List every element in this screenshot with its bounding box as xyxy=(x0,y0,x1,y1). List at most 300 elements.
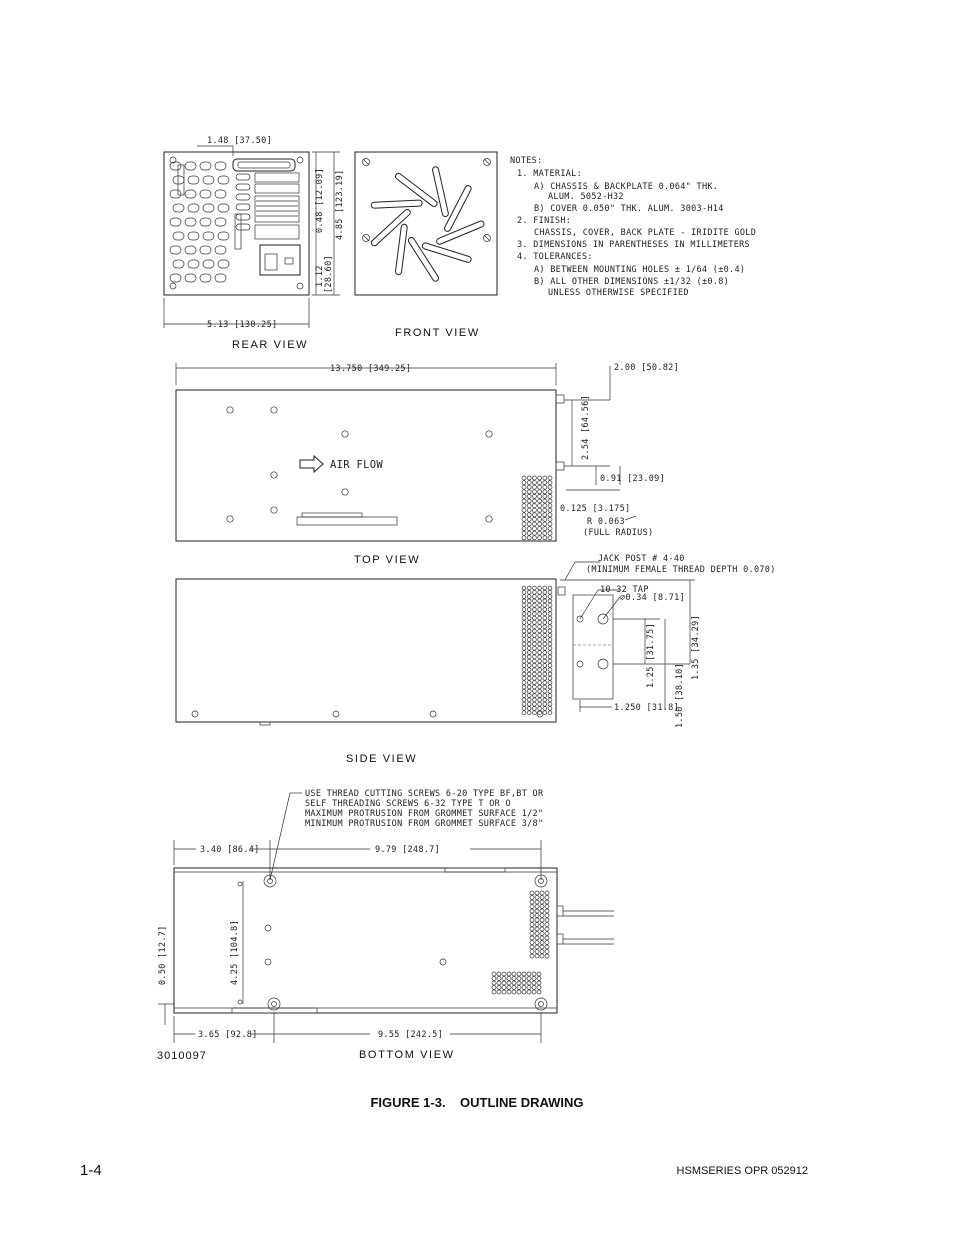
vent-hole xyxy=(538,485,542,489)
vent-slot xyxy=(200,246,211,254)
vent-hole xyxy=(532,531,536,535)
vent-hole xyxy=(543,668,547,672)
vent-hole xyxy=(527,655,531,659)
vent-hole xyxy=(537,990,541,994)
vent-hole xyxy=(543,476,547,480)
vent-hole xyxy=(527,681,531,685)
vent-hole xyxy=(492,972,496,976)
vent-hole xyxy=(535,891,539,895)
vent-hole xyxy=(527,990,531,994)
vent-hole xyxy=(543,481,547,485)
vent-hole xyxy=(517,981,521,985)
vent-slot xyxy=(215,246,226,254)
vent-hole xyxy=(527,522,531,526)
vent-hole xyxy=(527,689,531,693)
top-jack-dim: 2.00 [50.82] xyxy=(614,363,680,373)
vent-slot xyxy=(170,218,181,226)
vent-hole xyxy=(522,633,526,637)
vent-hole xyxy=(543,681,547,685)
rear-view-label: REAR VIEW xyxy=(232,339,309,351)
vent-hole xyxy=(522,676,526,680)
vent-hole xyxy=(527,702,531,706)
vent-hole xyxy=(538,642,542,646)
vent-hole xyxy=(543,586,547,590)
vent-hole xyxy=(533,685,537,689)
bottom-dim-4: 0.50 [12.7] xyxy=(158,925,168,985)
vent-hole xyxy=(533,629,537,633)
side-view xyxy=(176,554,776,765)
vent-hole xyxy=(522,694,526,698)
vent-hole xyxy=(548,612,552,616)
vent-hole xyxy=(532,490,536,494)
figure-caption-title: OUTLINE DRAWING xyxy=(460,1095,584,1110)
vent-hole xyxy=(532,513,536,517)
vent-hole xyxy=(548,603,552,607)
vent-hole xyxy=(545,914,549,918)
vent-hole xyxy=(545,918,549,922)
vent-hole xyxy=(533,659,537,663)
vent-hole xyxy=(538,522,542,526)
notes-line: UNLESS OTHERWISE SPECIFIED xyxy=(548,288,689,298)
vent-hole xyxy=(538,517,542,521)
vent-hole xyxy=(522,986,526,990)
vent-hole xyxy=(538,531,542,535)
vent-hole xyxy=(543,508,547,512)
vent-hole xyxy=(543,485,547,489)
vent-hole xyxy=(538,608,542,612)
vent-hole xyxy=(533,603,537,607)
vent-hole xyxy=(548,646,552,650)
fan-blade-fill xyxy=(374,203,419,205)
vent-hole xyxy=(527,508,531,512)
vent-hole xyxy=(543,676,547,680)
vent-hole xyxy=(532,986,536,990)
vent-hole xyxy=(543,685,547,689)
vent-hole xyxy=(532,499,536,503)
vent-hole xyxy=(522,702,526,706)
vent-slot xyxy=(173,232,184,240)
screw-hole xyxy=(342,431,348,437)
notes-line: B) COVER 0.050" THK. ALUM. 3003-H14 xyxy=(534,204,724,214)
vent-hole xyxy=(548,590,552,594)
vent-hole xyxy=(527,485,531,489)
vent-slot xyxy=(218,176,229,184)
vent-slot xyxy=(173,176,184,184)
vent-hole xyxy=(527,659,531,663)
vent-hole xyxy=(548,655,552,659)
vent-hole xyxy=(502,990,506,994)
vent-hole xyxy=(535,914,539,918)
vent-hole xyxy=(522,646,526,650)
notes-line: ALUM. 5052-H32 xyxy=(548,192,624,202)
vent-hole xyxy=(527,536,531,540)
vent-hole xyxy=(545,927,549,931)
vent-hole xyxy=(527,616,531,620)
vent-hole xyxy=(522,517,526,521)
vent-slot xyxy=(173,260,184,268)
vent-hole xyxy=(527,698,531,702)
vent-hole xyxy=(512,981,516,985)
vent-hole xyxy=(545,941,549,945)
vent-hole xyxy=(533,616,537,620)
vent-hole xyxy=(507,972,511,976)
screw-hole xyxy=(271,472,277,478)
vent-hole xyxy=(543,608,547,612)
vent-hole xyxy=(527,531,531,535)
vent-hole xyxy=(548,676,552,680)
vent-hole xyxy=(538,481,542,485)
vent-hole xyxy=(537,981,541,985)
vent-slot xyxy=(185,218,196,226)
vent-slot xyxy=(200,162,211,170)
rear-width-dim: 5.13 [130.25] xyxy=(207,320,278,330)
top-view xyxy=(176,363,679,566)
vent-hole xyxy=(522,608,526,612)
vent-hole xyxy=(533,664,537,668)
notes-line: A) CHASSIS & BACKPLATE 0.064" THK. xyxy=(534,182,719,192)
vent-hole xyxy=(522,707,526,711)
vent-hole xyxy=(535,941,539,945)
vent-hole xyxy=(548,517,552,521)
vent-hole xyxy=(538,655,542,659)
screw-hole xyxy=(486,516,492,522)
vent-hole xyxy=(527,981,531,985)
vent-hole xyxy=(502,977,506,981)
notes-line: B) ALL OTHER DIMENSIONS ±1/32 (±0.8) xyxy=(534,277,730,287)
vent-hole xyxy=(543,689,547,693)
vent-hole xyxy=(540,954,544,958)
vent-hole xyxy=(522,655,526,659)
vent-hole xyxy=(532,481,536,485)
vent-hole xyxy=(522,685,526,689)
vent-hole xyxy=(537,972,541,976)
notes-line: CHASSIS, COVER, BACK PLATE - IRIDITE GOLD xyxy=(534,228,757,238)
bottom-dim-3: 4.25 [104.8] xyxy=(230,919,240,985)
vent-hole xyxy=(527,476,531,480)
vent-hole xyxy=(543,621,547,625)
rear-dim-2: 4.85 [123.19] xyxy=(335,169,345,240)
vent-hole xyxy=(533,698,537,702)
vent-hole xyxy=(522,595,526,599)
screw-hole xyxy=(271,407,277,413)
vent-slot xyxy=(188,260,199,268)
vent-slot xyxy=(170,274,181,282)
top-dim-4: R 0.063 xyxy=(587,517,625,527)
vent-hole xyxy=(543,595,547,599)
vent-hole xyxy=(538,638,542,642)
vent-hole xyxy=(527,711,531,715)
vent-slot xyxy=(215,190,226,198)
vent-hole xyxy=(530,891,534,895)
vent-hole xyxy=(532,494,536,498)
front-view-label: FRONT VIEW xyxy=(395,327,480,339)
vent-slot xyxy=(236,184,250,190)
vent-slot xyxy=(215,274,226,282)
vent-hole xyxy=(527,595,531,599)
drawing-number: 3010097 xyxy=(157,1050,207,1062)
vent-hole xyxy=(527,664,531,668)
vent-hole xyxy=(535,936,539,940)
vent-hole xyxy=(548,536,552,540)
vent-hole xyxy=(538,513,542,517)
vent-hole xyxy=(507,990,511,994)
side-dim-4: 1.250 [31.8] xyxy=(614,703,680,713)
vent-hole xyxy=(522,522,526,526)
vent-hole xyxy=(543,664,547,668)
vent-hole xyxy=(533,586,537,590)
vent-hole xyxy=(538,651,542,655)
vent-hole xyxy=(543,711,547,715)
vent-hole xyxy=(507,986,511,990)
vent-hole xyxy=(497,986,501,990)
vent-slot xyxy=(185,274,196,282)
vent-hole xyxy=(540,905,544,909)
vent-hole xyxy=(527,599,531,603)
vent-hole xyxy=(530,945,534,949)
vent-hole xyxy=(527,651,531,655)
vent-slot xyxy=(203,260,214,268)
vent-hole xyxy=(533,625,537,629)
vent-hole xyxy=(548,476,552,480)
vent-hole xyxy=(533,590,537,594)
vent-hole xyxy=(543,646,547,650)
vent-hole xyxy=(522,629,526,633)
vent-hole xyxy=(538,616,542,620)
screw-hole xyxy=(271,507,277,513)
notes-line: NOTES: xyxy=(510,156,543,166)
vent-hole xyxy=(533,638,537,642)
side-dim-1: 1.25 [31.75] xyxy=(646,622,656,688)
vent-slot xyxy=(170,246,181,254)
vent-hole xyxy=(548,711,552,715)
vent-slot xyxy=(236,204,250,210)
notes-line: 3. DIMENSIONS IN PARENTHESES IN MILLIMETERS xyxy=(517,240,750,250)
vent-hole xyxy=(548,642,552,646)
vent-hole xyxy=(543,651,547,655)
vent-slot xyxy=(185,190,196,198)
vent-slot xyxy=(173,204,184,212)
screw-note-line: USE THREAD CUTTING SCREWS 6-20 TYPE BF,BT OR xyxy=(305,789,544,799)
vent-hole xyxy=(533,676,537,680)
vent-hole xyxy=(548,508,552,512)
vent-slot xyxy=(215,162,226,170)
vent-hole xyxy=(538,599,542,603)
vent-hole xyxy=(532,536,536,540)
side-dim-3: 1.50 [38.10] xyxy=(675,662,685,728)
rear-view xyxy=(164,136,345,351)
vent-hole xyxy=(527,676,531,680)
vent-hole xyxy=(548,522,552,526)
vent-hole xyxy=(548,698,552,702)
vent-hole xyxy=(548,672,552,676)
vent-hole xyxy=(533,646,537,650)
vent-slot xyxy=(236,194,250,200)
vent-hole xyxy=(543,659,547,663)
vent-hole xyxy=(527,633,531,637)
vent-hole xyxy=(543,490,547,494)
tap-label: 10-32 TAP xyxy=(600,585,649,595)
vent-hole xyxy=(540,941,544,945)
rear-dim-1: 0.48 [12.09] xyxy=(315,167,325,233)
vent-hole xyxy=(538,698,542,702)
vent-slot xyxy=(236,224,250,230)
vent-hole xyxy=(540,909,544,913)
air-flow-label: AIR FLOW xyxy=(330,459,383,471)
vent-hole xyxy=(527,494,531,498)
vent-hole xyxy=(527,603,531,607)
vent-hole xyxy=(543,633,547,637)
vent-hole xyxy=(538,508,542,512)
vent-hole xyxy=(522,536,526,540)
screw-note-line: SELF THREADING SCREWS 6-32 TYPE T OR O xyxy=(305,799,511,809)
vent-hole xyxy=(548,586,552,590)
vent-hole xyxy=(548,629,552,633)
vent-hole xyxy=(543,629,547,633)
jack-post-note-b: (MINIMUM FEMALE THREAD DEPTH 0.070) xyxy=(586,565,776,575)
vent-hole xyxy=(530,932,534,936)
fan-blade-fill xyxy=(425,246,468,259)
vent-hole xyxy=(545,905,549,909)
vent-hole xyxy=(530,936,534,940)
vent-hole xyxy=(548,638,552,642)
vent-hole xyxy=(548,485,552,489)
vent-hole xyxy=(545,945,549,949)
vent-hole xyxy=(533,651,537,655)
vent-hole xyxy=(548,513,552,517)
fan-blade-fill xyxy=(399,176,435,203)
vent-hole xyxy=(543,590,547,594)
vent-hole xyxy=(543,702,547,706)
vent-hole xyxy=(527,612,531,616)
vent-hole xyxy=(543,616,547,620)
vent-hole xyxy=(522,990,526,994)
vent-hole xyxy=(538,676,542,680)
vent-hole xyxy=(517,972,521,976)
vent-hole xyxy=(543,531,547,535)
vent-hole xyxy=(538,707,542,711)
vent-hole xyxy=(532,476,536,480)
vent-slot xyxy=(200,190,211,198)
notes-line: A) BETWEEN MOUNTING HOLES ± 1/64 (±0.4) xyxy=(534,265,746,275)
vent-hole xyxy=(543,698,547,702)
vent-hole xyxy=(543,504,547,508)
vent-hole xyxy=(548,531,552,535)
vent-hole xyxy=(538,702,542,706)
vent-hole xyxy=(527,625,531,629)
vent-hole xyxy=(522,590,526,594)
vent-hole xyxy=(532,485,536,489)
vent-slot xyxy=(188,176,199,184)
vent-hole xyxy=(507,977,511,981)
vent-hole xyxy=(530,900,534,904)
vent-slot xyxy=(215,218,226,226)
vent-hole xyxy=(538,490,542,494)
vent-hole xyxy=(538,612,542,616)
vent-hole xyxy=(522,664,526,668)
top-length-dim: 13.750 [349.25] xyxy=(330,364,412,374)
vent-hole xyxy=(530,914,534,918)
vent-hole xyxy=(538,664,542,668)
vent-hole xyxy=(530,954,534,958)
vent-hole xyxy=(535,932,539,936)
vent-hole xyxy=(538,499,542,503)
vent-hole xyxy=(540,950,544,954)
top-dim-1: 2.54 [64.56] xyxy=(581,394,591,460)
vent-hole xyxy=(543,625,547,629)
vent-hole xyxy=(533,702,537,706)
vent-hole xyxy=(532,508,536,512)
vent-hole xyxy=(497,972,501,976)
vent-hole xyxy=(538,494,542,498)
vent-hole xyxy=(543,638,547,642)
vent-hole xyxy=(543,536,547,540)
vent-hole xyxy=(532,504,536,508)
vent-slot xyxy=(200,218,211,226)
vent-hole xyxy=(538,625,542,629)
fan-blade-fill xyxy=(399,227,405,271)
vent-hole xyxy=(535,945,539,949)
vent-hole xyxy=(543,499,547,503)
vent-hole xyxy=(535,923,539,927)
vent-hole xyxy=(533,711,537,715)
fan-blade-fill xyxy=(448,189,469,229)
vent-hole xyxy=(532,981,536,985)
vent-hole xyxy=(543,694,547,698)
vent-hole xyxy=(530,927,534,931)
vent-hole xyxy=(535,918,539,922)
vent-hole xyxy=(543,603,547,607)
vent-hole xyxy=(527,638,531,642)
vent-hole xyxy=(533,694,537,698)
vent-hole xyxy=(522,698,526,702)
vent-slot xyxy=(203,176,214,184)
vent-slot xyxy=(218,232,229,240)
vent-hole xyxy=(502,981,506,985)
vent-hole xyxy=(543,494,547,498)
vent-hole xyxy=(535,909,539,913)
vent-slot xyxy=(188,204,199,212)
vent-hole xyxy=(532,517,536,521)
vent-hole xyxy=(522,490,526,494)
vent-hole xyxy=(527,517,531,521)
vent-hole xyxy=(535,954,539,958)
vent-hole xyxy=(538,646,542,650)
vent-hole xyxy=(548,481,552,485)
vent-hole xyxy=(545,900,549,904)
vent-hole xyxy=(522,642,526,646)
vent-hole xyxy=(527,646,531,650)
vent-hole xyxy=(522,711,526,715)
vent-hole xyxy=(545,950,549,954)
vent-hole xyxy=(527,527,531,531)
top-dim-2: 0.91 [23.09] xyxy=(600,474,666,484)
vent-hole xyxy=(538,672,542,676)
vent-hole xyxy=(527,621,531,625)
vent-hole xyxy=(522,651,526,655)
vent-hole xyxy=(535,896,539,900)
screw-hole xyxy=(486,431,492,437)
vent-slot xyxy=(170,190,181,198)
vent-hole xyxy=(545,891,549,895)
vent-hole xyxy=(538,603,542,607)
vent-hole xyxy=(545,936,549,940)
vent-hole xyxy=(538,476,542,480)
vent-hole xyxy=(497,990,501,994)
vent-hole xyxy=(548,490,552,494)
vent-hole xyxy=(533,599,537,603)
vent-hole xyxy=(548,707,552,711)
rear-width-top-dim: 1.48 [37.50] xyxy=(207,136,273,146)
